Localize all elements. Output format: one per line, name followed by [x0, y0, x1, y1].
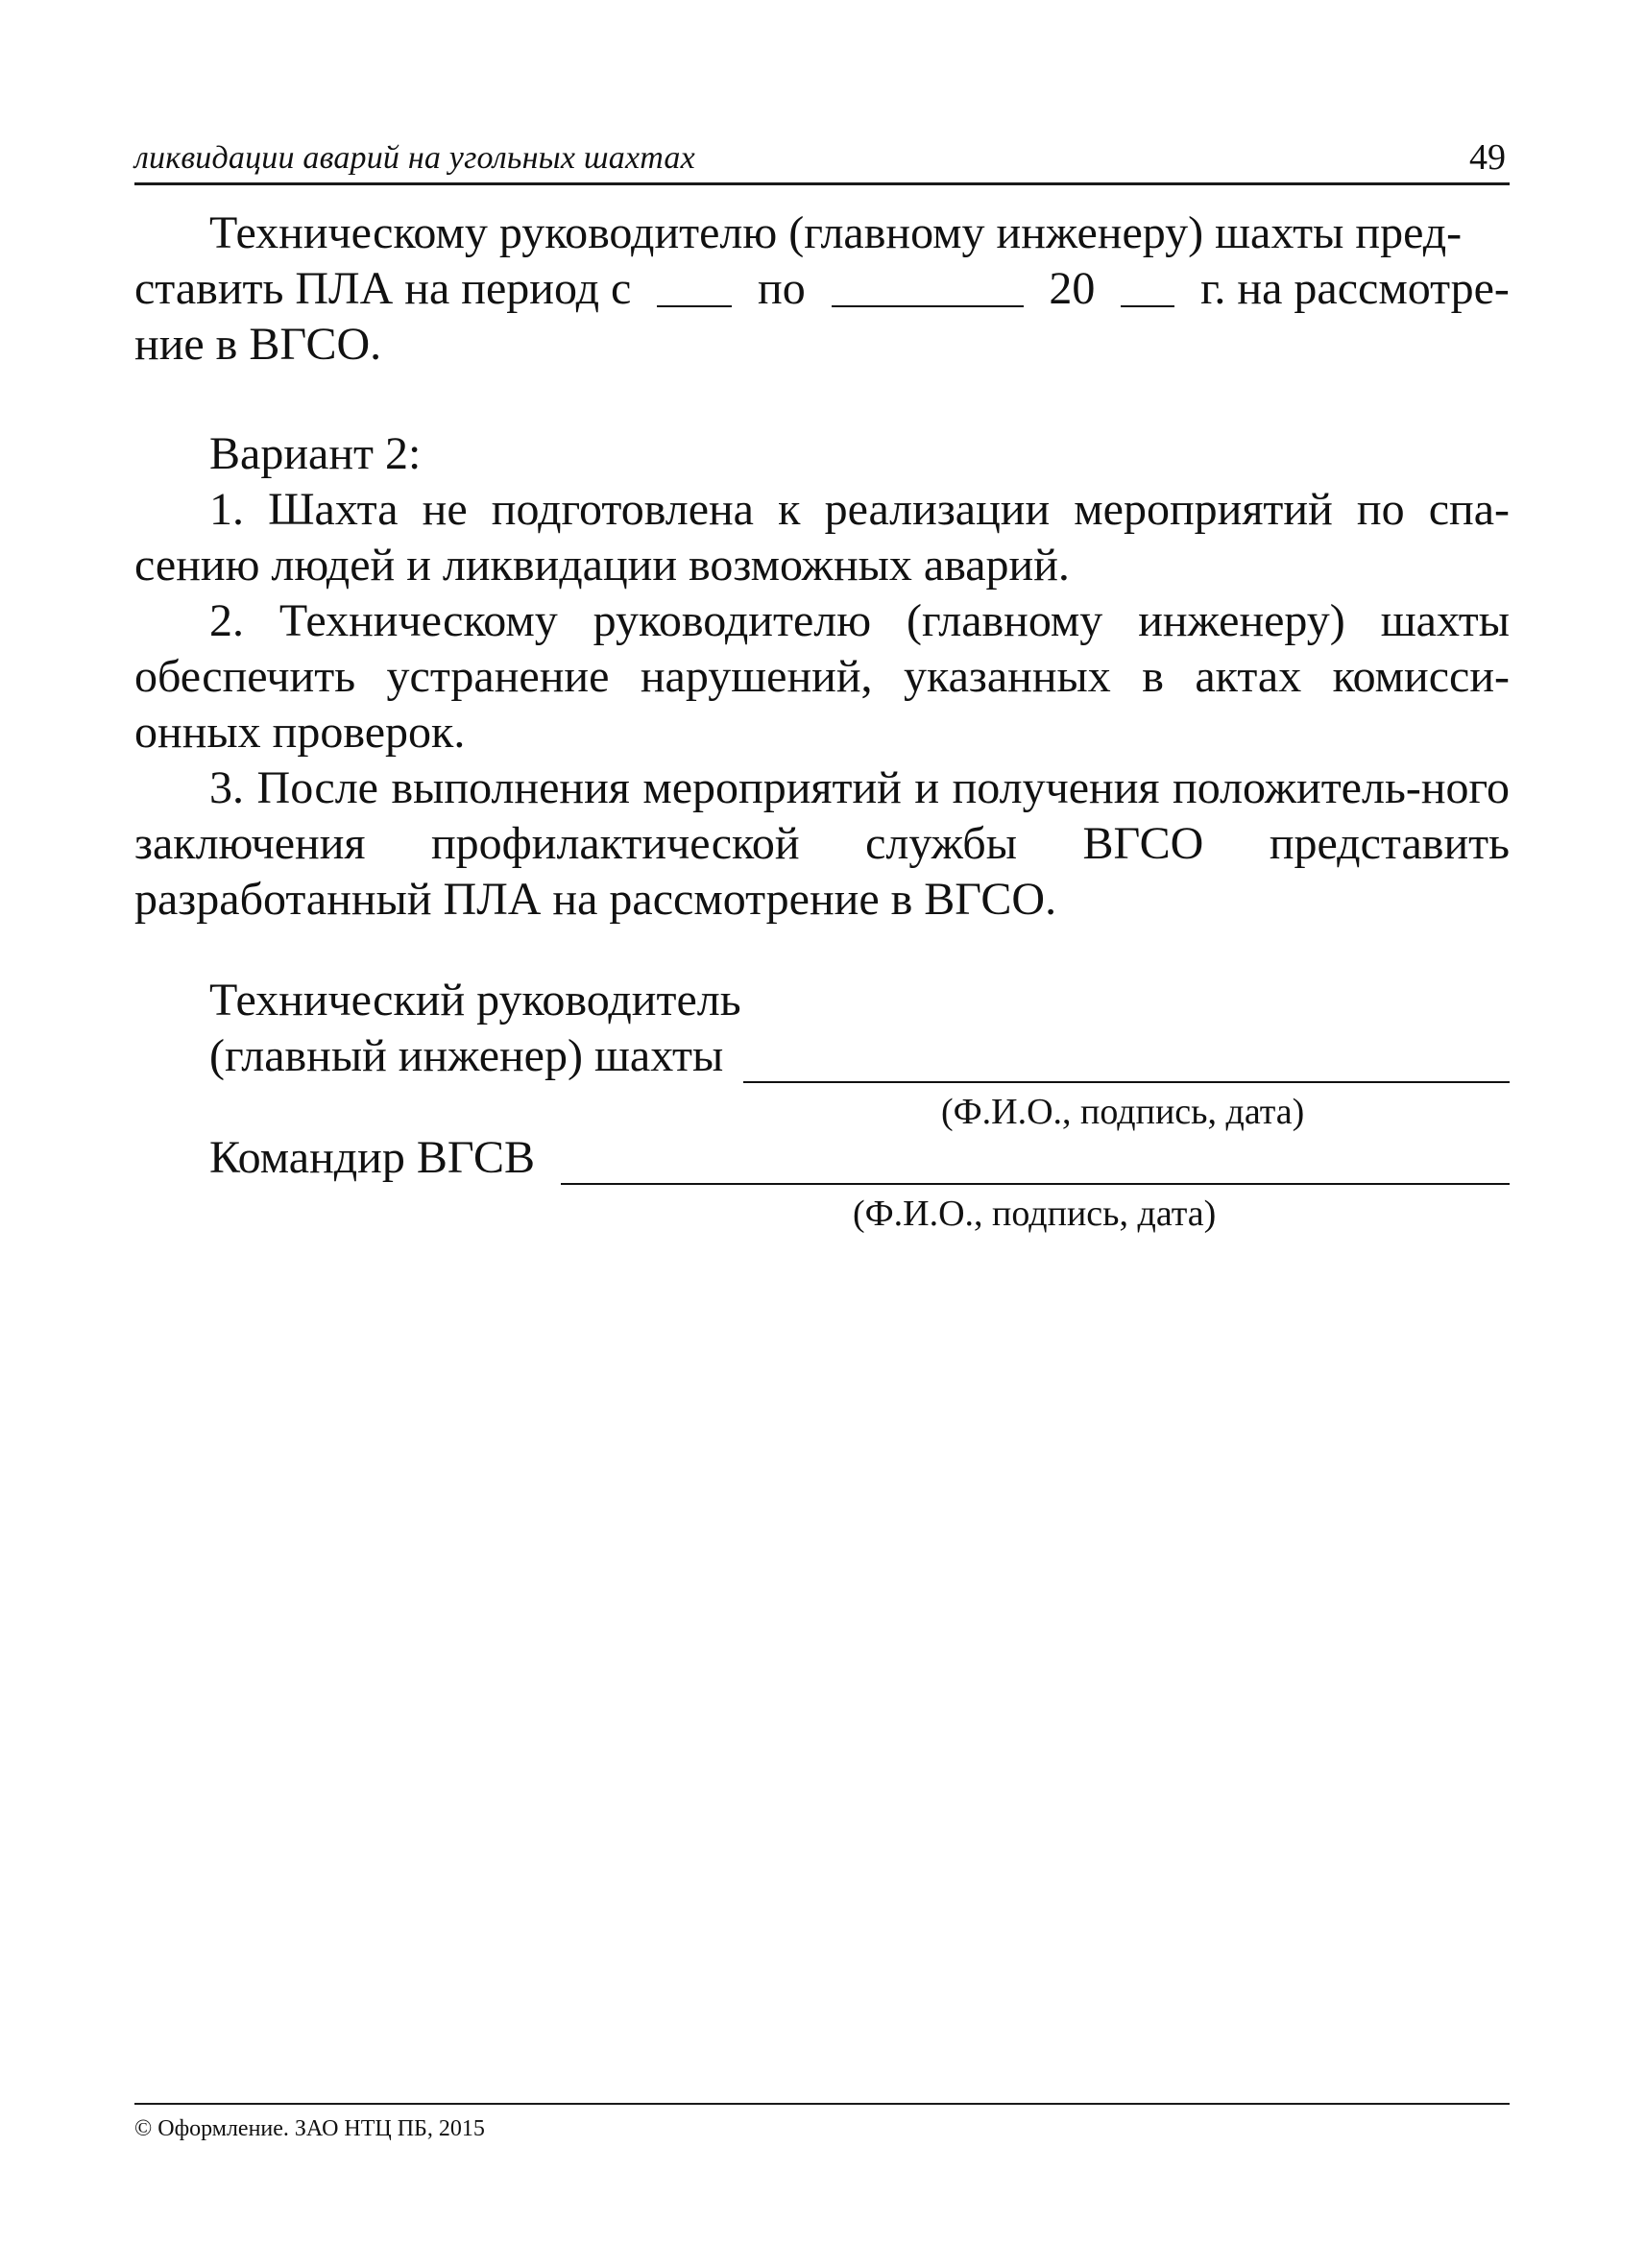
- submission-line-2-part-c: 20: [1049, 263, 1096, 314]
- blank-year: [1121, 304, 1174, 307]
- submission-line-3: ние в ВГСО.: [134, 319, 382, 370]
- tech-head-signature-line: [743, 1081, 1510, 1083]
- signature-block: [134, 974, 1510, 1262]
- variant-2-title: Вариант 2:: [209, 428, 422, 479]
- variant-2-item-2: 2. Техническому руководителю (главному инженеру) шахты обеспечить устранение нарушений, указанных в актах комисси-онных проверок.: [134, 595, 1510, 758]
- submission-paragraph: [134, 205, 1510, 373]
- commander-label: Командир ВГСВ: [209, 1132, 536, 1183]
- tech-head-title-line-2: (главный инженер) шахты: [209, 1030, 724, 1081]
- variant-2-item-1: 1. Шахта не подготовлена к реализации мероприятий по спа-сению людей и ликвидации возможных аварий.: [134, 484, 1510, 591]
- submission-line-2-part-b: по: [758, 263, 806, 314]
- tech-head-title-line-1: Технический руководитель: [209, 975, 741, 1025]
- footer-copyright: © Оформление. ЗАО НТЦ ПБ, 2015: [134, 2116, 485, 2141]
- variant-2-item-3: 3. После выполнения мероприятий и получения положитель-ного заключения профилактической службы ВГСО представить разработанный ПЛА на рассмотрение в ВГСО.: [134, 762, 1510, 925]
- running-title: ликвидации аварий на угольных шахтах: [134, 140, 695, 176]
- tech-head-signature-caption: (Ф.И.О., подпись, дата): [941, 1092, 1305, 1132]
- submission-line-2-part-a: ставить ПЛА на период с: [134, 263, 632, 314]
- blank-start-date: [657, 304, 732, 307]
- submission-line-2: [134, 261, 1510, 317]
- commander-signature-line: [561, 1183, 1510, 1185]
- commander-signature-caption: (Ф.И.О., подпись, дата): [853, 1194, 1217, 1234]
- submission-line-1: Техническому руководителю (главному инженеру) шахты пред-: [209, 207, 1463, 258]
- page-number: 49: [1469, 137, 1506, 178]
- blank-end-date: [832, 304, 1024, 307]
- footer-rule: [134, 2103, 1510, 2105]
- running-header: [134, 133, 1510, 185]
- submission-line-2-part-d: г. на рассмотре-: [1200, 263, 1510, 314]
- variant-2-block: [134, 426, 1510, 928]
